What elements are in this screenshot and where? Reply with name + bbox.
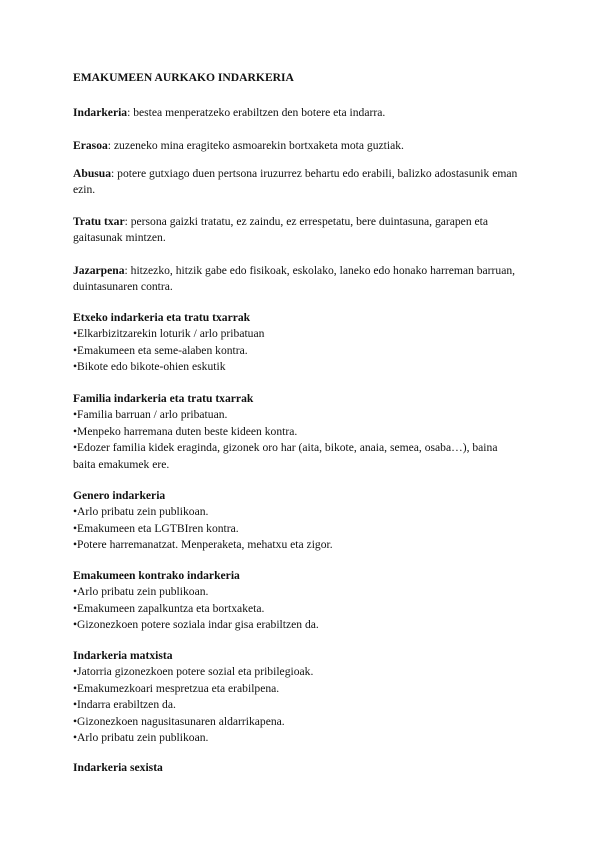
list-item: •Jatorria gizonezkoen potere sozial eta pribilegioak. [73, 665, 314, 679]
section-heading: Emakumeen kontrako indarkeria [73, 569, 240, 582]
section-genero-indarkeria [73, 488, 518, 554]
list-item: •Bikote edo bikote-ohien eskutik [73, 360, 226, 374]
definition-jazarpena: Jazarpena: hitzezko, hitzik gabe edo fisikoak, eskolako, laneko edo honako harreman barruan, duintasunaren contra. [73, 264, 516, 294]
list-item: •Arlo pribatu zein publikoan. [73, 505, 209, 519]
document-title: EMAKUMEEN AURKAKO INDARKERIA [73, 71, 294, 84]
section-indarkeria-matxista [73, 648, 518, 746]
list-item: •Familia barruan / arlo pribatuan. [73, 408, 228, 422]
definition-indarkeria: Indarkeria: bestea menperatzeko erabiltzen den botere eta indarra. [73, 106, 386, 119]
list-item: •Emakumeen zapalkuntza eta bortxaketa. [73, 601, 265, 615]
list-item: •Gizonezkoen potere soziala indar gisa erabiltzen da. [73, 618, 319, 632]
section-heading: Indarkeria matxista [73, 649, 173, 662]
section-heading: Etxeko indarkeria eta tratu txarrak [73, 311, 251, 324]
list-item: •Arlo pribatu zein publikoan. [73, 585, 209, 599]
section-familia-indarkeria [73, 391, 518, 473]
section-etxeko-indarkeria [73, 310, 518, 376]
list-item: •Indarra erabiltzen da. [73, 698, 176, 712]
section-emakumeen-kontrako-indarkeria [73, 568, 518, 634]
definition-erasoa: Erasoa: zuzeneko mina eragiteko asmoarekin bortxaketa mota guztiak. [73, 139, 404, 152]
list-item: •Emakumezkoari mespretzua eta erabilpena. [73, 681, 280, 695]
section-indarkeria-sexista [73, 760, 518, 776]
list-item: •Edozer familia kidek eraginda, gizonek oro har (aita, bikote, anaia, semea, osaba…), baina baita emakumek ere. [73, 441, 498, 471]
definition-tratu-txar: Tratu txar: persona gaizki tratatu, ez zaindu, ez errespetatu, bere duintasuna, garapen eta gaitasunak mintzen. [73, 215, 489, 245]
section-heading: Indarkeria sexista [73, 761, 163, 774]
definition-abusua: Abusua: potere gutxiago duen pertsona iruzurrez behartu edo erabili, balizko adostasunik eman ezin. [73, 167, 518, 197]
list-item: •Gizonezkoen nagusitasunaren aldarrikapena. [73, 714, 285, 728]
list-item: •Menpeko harremana duten beste kideen kontra. [73, 424, 298, 438]
section-heading: Genero indarkeria [73, 489, 166, 502]
list-item: •Emakumeen eta LGTBIren kontra. [73, 521, 239, 535]
list-item: •Potere harremanatzat. Menperaketa, mehatxu eta zigor. [73, 538, 333, 552]
list-item: •Arlo pribatu zein publikoan. [73, 731, 209, 745]
list-item: •Elkarbizitzarekin loturik / arlo pribatuan [73, 327, 265, 341]
list-item: •Emakumeen eta seme-alaben kontra. [73, 343, 248, 357]
section-heading: Familia indarkeria eta tratu txarrak [73, 392, 254, 405]
